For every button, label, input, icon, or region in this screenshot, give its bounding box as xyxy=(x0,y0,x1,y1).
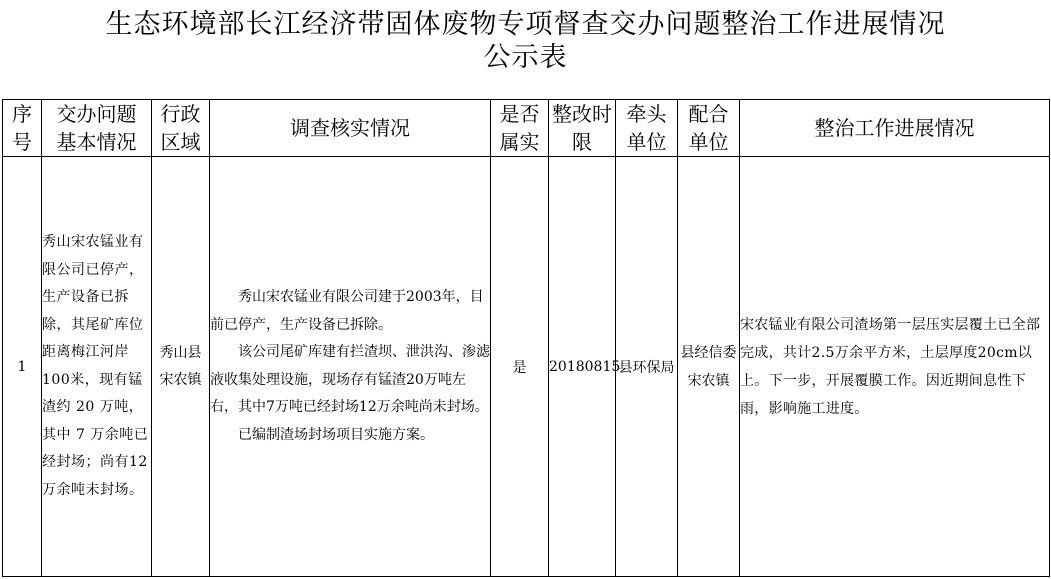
title-line-1: 生态环境部长江经济带固体废物专项督查交办问题整治工作进展情况 xyxy=(105,9,946,40)
header-region: 行政 区域 xyxy=(152,100,210,157)
title-line-2: 公示表 xyxy=(483,42,568,73)
cell-region: 秀山县 宋农镇 xyxy=(152,157,210,577)
cell-progress: 宋农锰业有限公司渣场第一层压实层覆土已全部完成，共计2.5万余平方米，土层厚度20cm以上。下一步，开展覆膜工作。因近期间息性下雨，影响施工进度。 xyxy=(740,157,1050,577)
page-title xyxy=(0,0,1051,78)
findings-paragraph-3: 已编制渣场封场项目实施方案。 xyxy=(238,426,434,443)
header-findings: 调查核实情况 xyxy=(210,100,491,157)
table-header-row xyxy=(3,100,1050,157)
progress-table xyxy=(2,99,1050,577)
header-coop: 配合 单位 xyxy=(678,100,740,157)
table-row xyxy=(3,157,1050,577)
cell-verified: 是 xyxy=(491,157,549,577)
header-seq: 序 号 xyxy=(3,100,42,157)
cell-issue: 秀山宋农锰业有限公司已停产，生产设备已拆除，其尾矿库位距离梅江河岸100米，现有锰渣约 20 万吨，其中 7 万余吨已经封场；尚有12万余吨未封场。 xyxy=(42,157,152,577)
cell-seq: 1 xyxy=(3,157,42,577)
cell-deadline: 20180815 xyxy=(549,157,616,577)
header-lead: 牵头 单位 xyxy=(616,100,678,157)
header-deadline: 整改时 限 xyxy=(549,100,616,157)
findings-paragraph-2: 该公司尾矿库建有拦渣坝、泄洪沟、渗滤液收集处理设施，现场存有锰渣20万吨左右，其中7万吨已经封场12万余吨尚未封场。 xyxy=(210,344,490,415)
cell-lead: 县环保局 xyxy=(616,157,678,577)
header-issue: 交办问题 基本情况 xyxy=(42,100,152,157)
header-verified: 是否 属实 xyxy=(491,100,549,157)
cell-findings xyxy=(210,157,491,577)
header-progress: 整治工作进展情况 xyxy=(740,100,1050,157)
cell-coop: 县经信委 宋农镇 xyxy=(678,157,740,577)
findings-paragraph-1: 秀山宋农锰业有限公司建于2003年，目前已停产，生产设备已拆除。 xyxy=(210,289,484,333)
